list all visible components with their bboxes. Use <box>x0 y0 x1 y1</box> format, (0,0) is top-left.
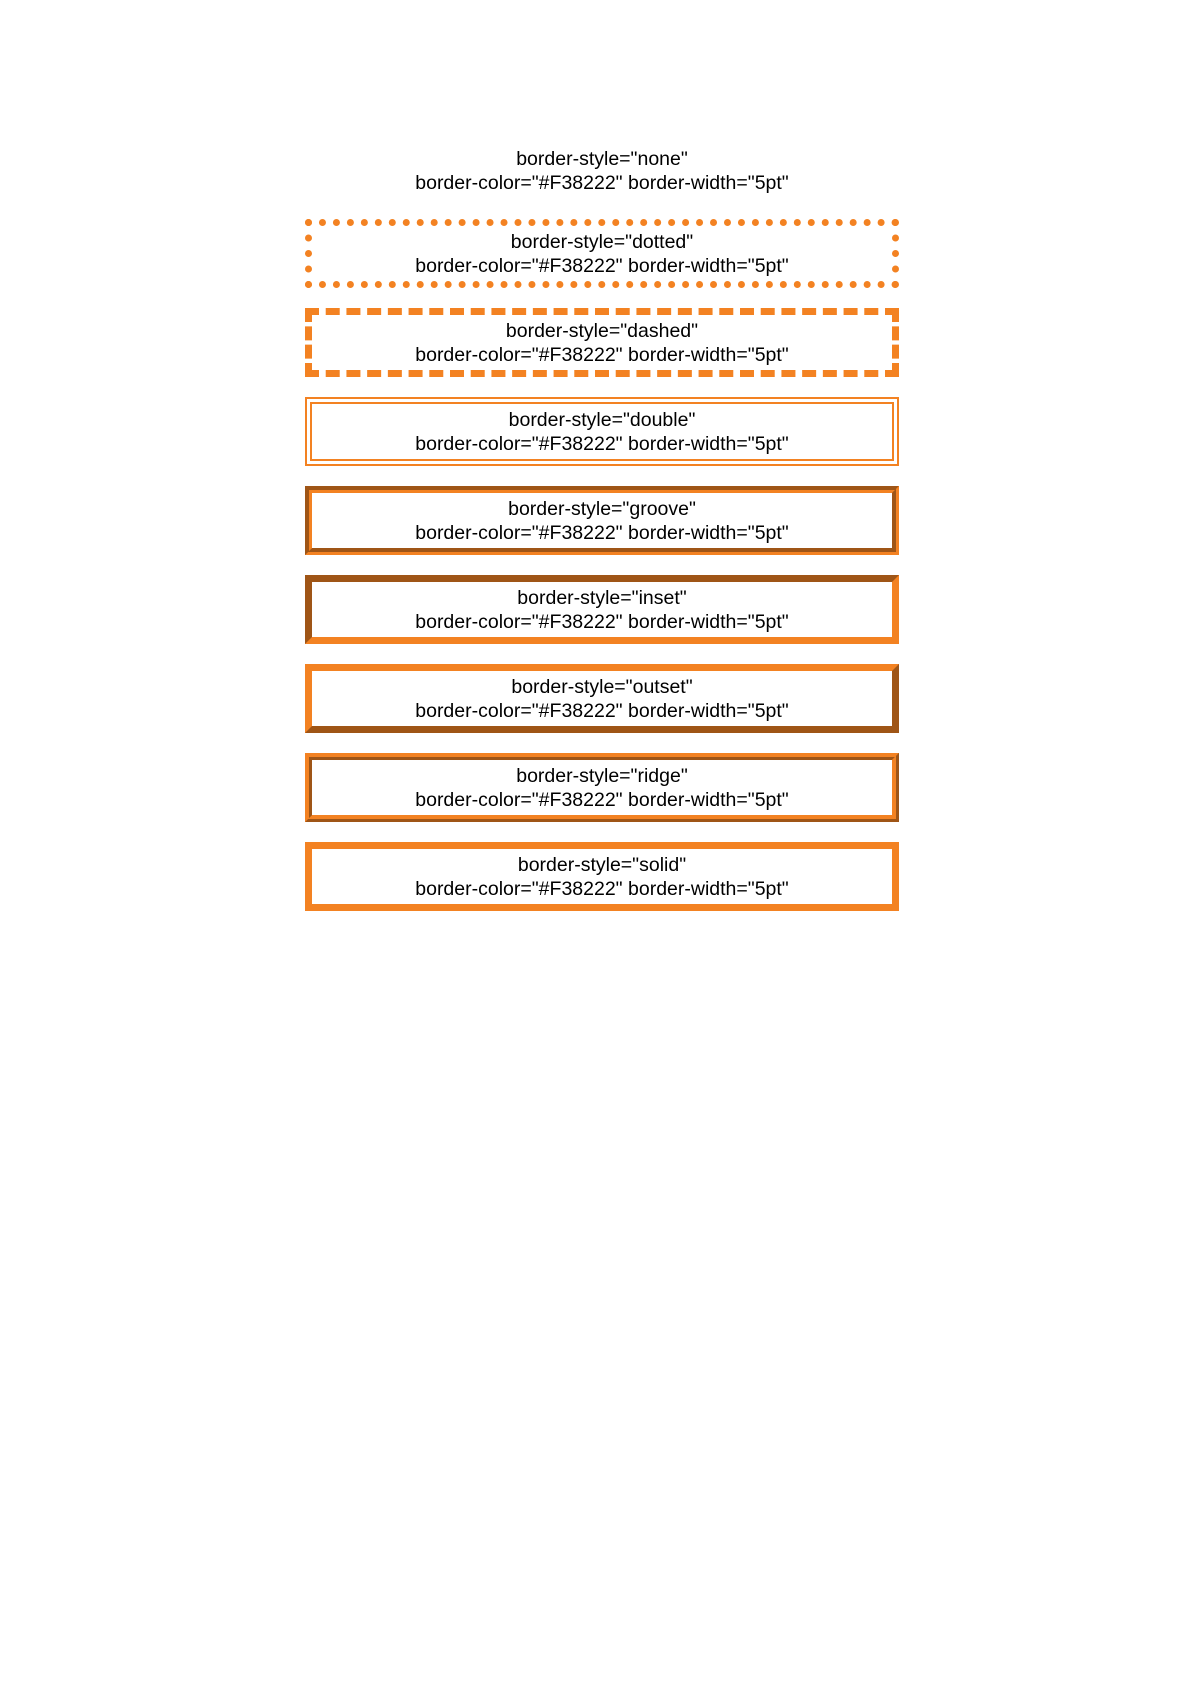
box-style-label: border-style="ridge" <box>516 764 688 787</box>
box-style-label: border-style="inset" <box>517 586 687 609</box>
box-attr-label: border-color="#F38222" border-width="5pt" <box>415 432 789 455</box>
box-border-ridge <box>305 753 899 822</box>
box-attr-label: border-color="#F38222" border-width="5pt" <box>415 610 789 633</box>
box-border-outset <box>305 664 899 733</box>
box-style-label: border-style="dotted" <box>510 230 694 253</box>
box-style-label: border-style="none" <box>516 148 688 170</box>
box-attr-label: border-color="#F38222" border-width="5pt" <box>415 521 789 544</box>
box-attr-label: border-color="#F38222" border-width="5pt" <box>415 343 789 366</box>
box-style-label: border-style="outset" <box>511 675 693 698</box>
box-style-label: border-style="groove" <box>508 497 696 520</box>
box-style-label: border-style="dashed" <box>505 319 699 342</box>
box-border-inset <box>305 575 899 644</box>
box-border-groove <box>305 486 899 555</box>
box-border-solid <box>305 842 899 911</box>
box-border-dashed <box>305 308 899 377</box>
box-border-none <box>305 147 899 205</box>
border-style-samples <box>305 147 899 931</box>
box-attr-label: border-color="#F38222" border-width="5pt" <box>415 788 789 811</box>
box-attr-label: border-color="#F38222" border-width="5pt" <box>415 254 789 277</box>
box-attr-label: border-color="#F38222" border-width="5pt" <box>415 172 789 194</box>
box-border-double <box>305 397 899 466</box>
box-attr-label: border-color="#F38222" border-width="5pt" <box>415 877 789 900</box>
box-attr-label: border-color="#F38222" border-width="5pt" <box>415 699 789 722</box>
box-border-dotted <box>305 219 899 288</box>
box-style-label: border-style="double" <box>508 408 696 431</box>
box-style-label: border-style="solid" <box>517 853 687 876</box>
